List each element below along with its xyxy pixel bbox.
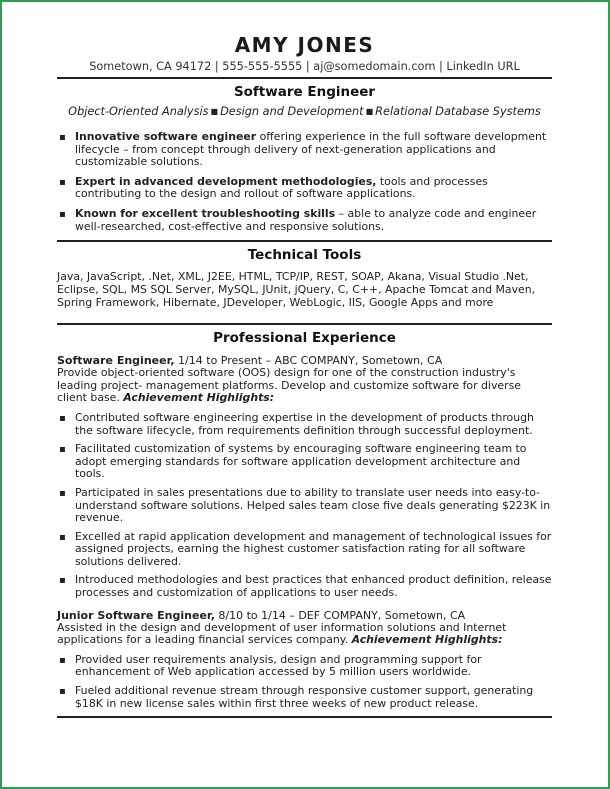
summary-title: Software Engineer — [233, 84, 376, 100]
tools-text: Java, JavaScript, .Net, XML, J2EE, HTML, TCP/IP, REST, SOAP, Akana, Visual Studio .Net, Eclipse, SQL, MS SQL Server, MySQL, JUnit, jQuery, C, C++, Apache Tomcat and Maven, Spring Framework, Hibernate, JDeveloper, WebLogic, IIS, Google Apps and more — [57, 270, 536, 310]
square-bullet-icon: ■ — [210, 107, 219, 116]
job-description: Provide object-oriented software (OOS) design for one of the construction industry's leading project- management platforms. Develop and customize software for diverse client base. Achievement Highlights: — [57, 366, 521, 405]
list-item: ▪ Provided user requirements analysis, design and programming support for enhancement of Web application accessed by 5 million users worldwide. — [59, 652, 482, 679]
square-bullet-icon: ▪ — [59, 208, 66, 220]
specialty-item: Object-Oriented Analysis — [68, 105, 209, 118]
list-item: ▪ Known for excellent troubleshooting skills – able to analyze code and engineer well-researched, cost-effective and responsive solutions. — [59, 206, 537, 233]
divider — [57, 323, 552, 325]
job-entry — [57, 609, 552, 711]
list-item: ▪ Innovative software engineer offering experience in the full software development lifecycle – from concept through delivery of next-generation applications and customizable solutions. — [59, 130, 547, 169]
specialty-item: Relational Database Systems — [375, 105, 541, 118]
tools-title: Technical Tools — [247, 247, 362, 264]
list-item: ▪ Fueled additional revenue stream through responsive customer support, generating $18K in new license sales within first three weeks of new product release. — [59, 684, 534, 710]
square-bullet-icon: ▪ — [59, 575, 66, 587]
square-bullet-icon: ▪ — [59, 654, 66, 666]
job-heading: Software Engineer, 1/14 to Present – ABC COMPANY, Sometown, CA — [57, 354, 443, 368]
job-heading: Junior Software Engineer, 8/10 to 1/14 – DEF COMPANY, Sometown, CA — [57, 608, 466, 622]
list-item: ▪ Participated in sales presentations due to ability to translate user needs into easy-to-understand software solutions. Helped sales team close five deals generating $223K in revenue. — [59, 485, 551, 525]
square-bullet-icon: ■ — [365, 107, 374, 116]
experience-title: Professional Experience — [213, 330, 396, 347]
job-entry — [57, 354, 552, 600]
divider — [57, 77, 552, 79]
divider — [57, 716, 552, 718]
candidate-name: AMY JONES — [234, 33, 375, 57]
square-bullet-icon: ▪ — [59, 176, 66, 188]
list-item: ▪ Introduced methodologies and best practices that enhanced product definition, release processes and customization of applications to user needs. — [59, 573, 552, 600]
divider — [57, 240, 552, 242]
list-item: ▪ Expert in advanced development methodologies, tools and processes contributing to the design and rollout of software applications. — [59, 174, 488, 201]
resume-page — [57, 32, 552, 718]
list-item: ▪ Excelled at rapid application development and management of technological issues for assigned projects, earning the highest customer satisfaction rating for all software solutions delivered. — [59, 529, 552, 568]
square-bullet-icon: ▪ — [59, 444, 66, 456]
summary-bullets — [57, 131, 552, 233]
square-bullet-icon: ▪ — [59, 531, 66, 543]
achievement-list — [57, 412, 552, 600]
specialty-item: Design and Development — [220, 105, 364, 118]
square-bullet-icon: ▪ — [59, 686, 66, 698]
list-item: ▪ Facilitated customization of systems by encouraging software engineering team to adopt emerging standards for software application development architecture and tools. — [59, 442, 527, 481]
achievement-list — [57, 654, 552, 710]
specialties-line — [57, 105, 552, 119]
list-item: ▪ Contributed software engineering expertise in the development of products through the software lifecycle, from requirements definition through successful deployment. — [59, 410, 534, 437]
contact-line: Sometown, CA 94172 | 555-555-5555 | aj@somedomain.com | LinkedIn URL — [89, 60, 520, 73]
job-description: Assisted in the design and development of user information solutions and Internet applications for a leading financial services company. Achievement Highlights: — [57, 620, 507, 647]
square-bullet-icon: ▪ — [59, 412, 66, 424]
square-bullet-icon: ▪ — [59, 487, 66, 499]
square-bullet-icon: ▪ — [59, 132, 66, 143]
